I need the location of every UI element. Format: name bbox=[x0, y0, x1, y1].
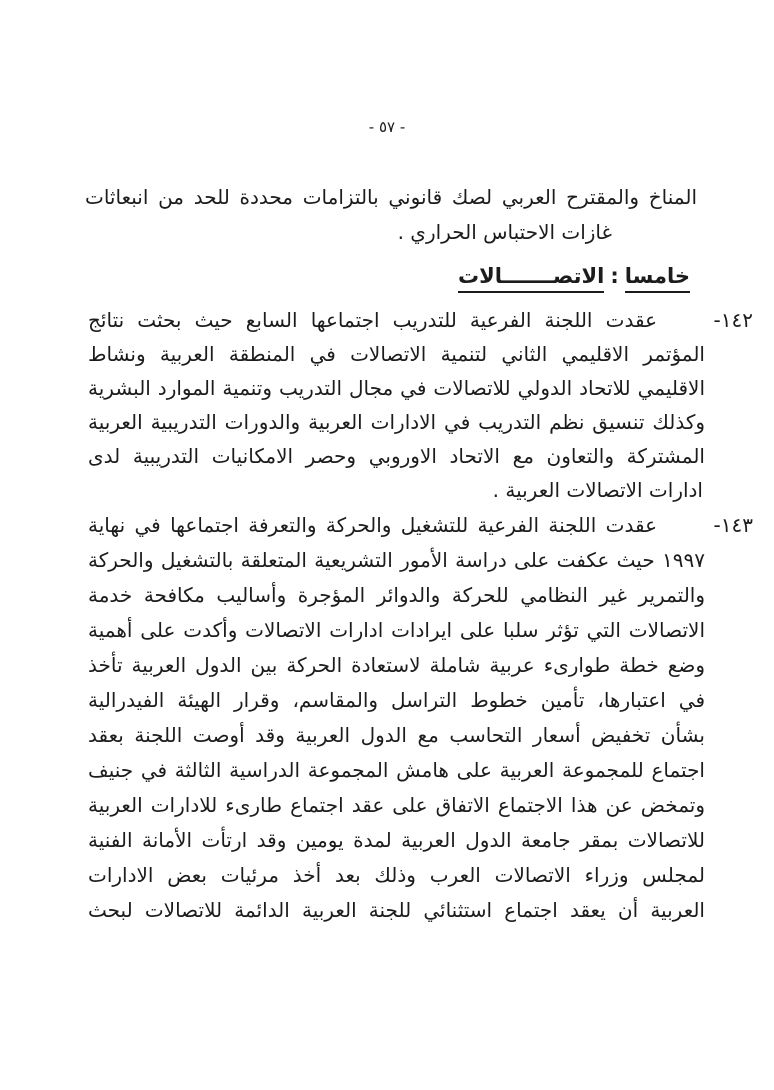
paragraph-line: المؤتمر الاقليمي الثاني لتنمية الاتصالات في المنطقة العربية ونشاط bbox=[88, 342, 705, 366]
paragraph-line: في اعتبارها، تأمين خطوط التراسل والمقاسم، وقرار الهيئة الفيدرالية bbox=[88, 688, 705, 712]
paragraph-line: لمجلس وزراء الاتصالات العرب وذلك بعد أخذ مرئيات بعض الادارات bbox=[88, 863, 705, 887]
paragraph-number: ١٤٢- bbox=[713, 308, 753, 332]
paragraph-line: ١٩٩٧ حيث عكفت على دراسة الأمور التشريعية المتعلقة بالتشغيل والحركة bbox=[88, 548, 705, 572]
paragraph-line: والتمرير غير النظامي للحركة والدوائر المؤجرة وأساليب مكافحة خدمة bbox=[88, 583, 705, 607]
paragraph-line: الاتصالات التي تؤثر سلبا على ايرادات ادارات الاتصالات وأكدت على أهمية bbox=[88, 618, 705, 642]
paragraph-line: غازات الاحتباس الحراري . bbox=[397, 220, 612, 244]
paragraph-line: للاتصالات بمقر جامعة الدول العربية لمدة يومين وقد ارتأت الأمانة الفنية bbox=[88, 828, 705, 852]
paragraph-line: وكذلك تنسيق نظم التدريب في الادارات العربية والدورات التدريبية العربية bbox=[88, 410, 705, 434]
paragraph-line: وتمخض عن هذا الاجتماع الاتفاق على عقد اجتماع طارىء للادارات العربية bbox=[88, 793, 705, 817]
paragraph-line: عقدت اللجنة الفرعية للتشغيل والحركة والتعرفة اجتماعها في نهاية bbox=[88, 513, 657, 537]
paragraph-line: ادارات الاتصالات العربية . bbox=[492, 478, 703, 502]
paragraph-line: المناخ والمقترح العربي لصك قانوني بالتزامات محددة للحد من انبعاثات bbox=[85, 185, 697, 209]
paragraph-line: اجتماع للمجموعة العربية على هامش المجموعة الدراسية الثالثة في جنيف bbox=[88, 758, 705, 782]
paragraph-142 bbox=[88, 303, 753, 507]
paragraph-line: وضع خطة طوارىء عربية شاملة لاستعادة الحركة بين الدول العربية تأخذ bbox=[88, 653, 705, 677]
paragraph-line: الاقليمي للاتحاد الدولي للاتصالات في مجال التدريب وتنمية الموارد البشرية bbox=[88, 376, 705, 400]
paragraph-line: العربية أن يعقد اجتماع استثنائي للجنة العربية الدائمة للاتصالات لبحث bbox=[88, 898, 705, 922]
paragraph-line: عقدت اللجنة الفرعية للتدريب اجتماعها السابع حيث بحثت نتائج bbox=[88, 308, 657, 332]
page-number: - ٥٧ - bbox=[368, 118, 406, 136]
section-heading-label: خامسا bbox=[625, 264, 690, 293]
section-heading-separator: : bbox=[610, 264, 619, 288]
paragraph-number: ١٤٣- bbox=[713, 513, 753, 537]
section-heading bbox=[458, 264, 690, 293]
paragraph-line: بشأن تخفيض أسعار التحاسب مع الدول العربية وقد أوصت اللجنة بعقد bbox=[88, 723, 705, 747]
paragraph-line: المشتركة والتعاون مع الاتحاد الاوروبي وحصر الامكانيات التدريبية لدى bbox=[88, 444, 705, 468]
paragraph-143 bbox=[88, 508, 753, 928]
intro-paragraph bbox=[85, 180, 697, 250]
section-heading-title: الاتصـــــــالات bbox=[458, 264, 604, 293]
